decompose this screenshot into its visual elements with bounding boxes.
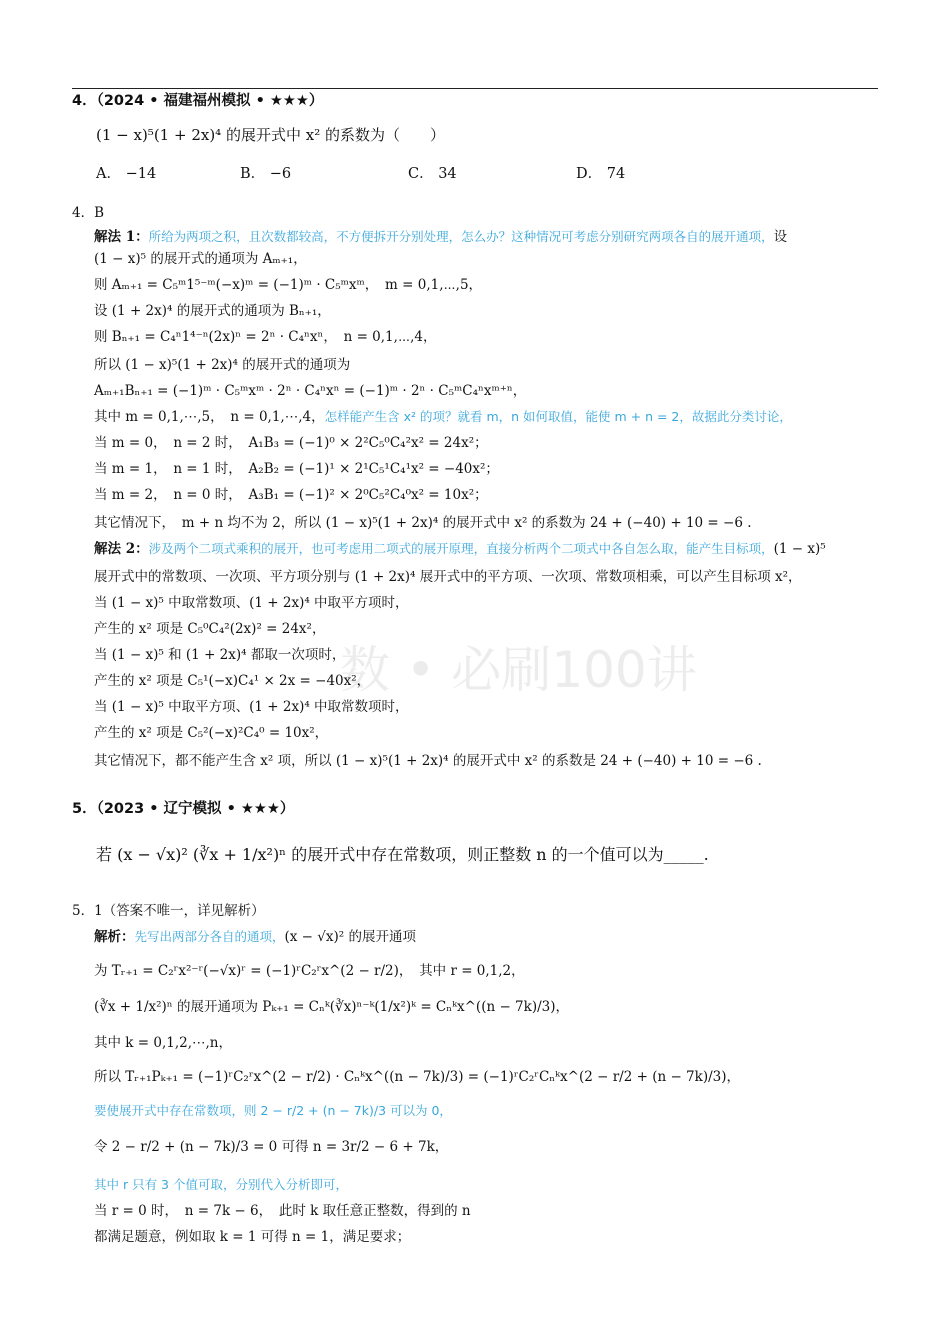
q4-option-d: D． 74 [576, 166, 626, 182]
q5-header: 5．（2023 • 辽宁模拟 • ★★★） [72, 801, 295, 817]
a5-line8: 都满足题意，例如取 k = 1 可得 n = 1，满足要求； [94, 1229, 411, 1245]
a5-answer: 5．1（答案不唯一，详见解析） [72, 903, 265, 919]
a4-case2: 当 m = 1， n = 1 时， A₂B₂ = (−1)¹ × 2¹C₅¹C₄¹x² = −40x²； [94, 461, 499, 477]
a4-m2-line2: 当 (1 − x)⁵ 中取常数项、(1 + 2x)⁴ 中取平方项时， [94, 595, 409, 611]
a4-method1-note-tail: 设 [773, 229, 788, 245]
a5-line0 [94, 928, 416, 946]
a4-m2-line3: 产生的 x² 项是 C₅⁰C₄²(2x)² = 24x²， [94, 621, 326, 637]
a4-line7-text: 其中 m = 0,1,⋯,5， n = 0,1,⋯,4， [94, 409, 325, 425]
a5-note1: 先写出两部分各自的通项， [134, 929, 285, 944]
q4-header: 4．（2024 • 福建福州模拟 • ★★★） [72, 93, 324, 109]
a4-method2-note: 涉及两个二项式乘积的展开，也可考虑用二项式的展开原理，直接分析两个二项式中各自怎么取，能产生目标项， [148, 541, 774, 556]
a4-method1-line [94, 228, 787, 246]
q4-option-b: B． −6 [240, 166, 292, 182]
a4-method2-note-tail: (1 − x)⁵ [773, 541, 826, 557]
a4-line4: 则 Bₙ₊₁ = C₄ⁿ1⁴⁻ⁿ(2x)ⁿ = 2ⁿ · C₄ⁿxⁿ， n = 0,1,⋯,4， [94, 329, 437, 345]
a5-note2: 要使展开式中存在常数项，则 2 − r/2 + (n − 7k)/3 可以为 0， [94, 1103, 452, 1118]
a5-line4: 其中 k = 0,1,2,⋯,n， [94, 1035, 232, 1051]
a5-line7: 当 r = 0 时， n = 7k − 6， 此时 k 取任意正整数，得到的 n [94, 1203, 471, 1219]
a5-line5: 所以 Tᵣ₊₁Pₖ₊₁ = (−1)ʳC₂ʳx^(2 − r/2) · Cₙᵏx^((n − 7k)/3) = (−1)ʳC₂ʳCₙᵏx^(2 − r/2 + (n − 7k)/3)， [94, 1069, 740, 1085]
a4-m2-line7: 产生的 x² 项是 C₅²(−x)²C₄⁰ = 10x²， [94, 725, 329, 741]
a4-case3: 当 m = 2， n = 0 时， A₃B₁ = (−1)² × 2⁰C₅²C₄⁰x² = 10x²； [94, 487, 488, 503]
q4-stem: (1 − x)⁵(1 + 2x)⁴ 的展开式中 x² 的系数为（ ） [96, 126, 445, 144]
a4-m2-line5: 产生的 x² 项是 C₅¹(−x)C₄¹ × 2x = −40x²， [94, 673, 371, 689]
a5-line6: 令 2 − r/2 + (n − 7k)/3 = 0 可得 n = 3r/2 − 6 + 7k， [94, 1139, 449, 1155]
a4-method1-note: 所给为两项之积，且次数都较高，不方便拆开分别处理，怎么办？这种情况可考虑分别研究两项各自的展开通项， [148, 229, 774, 244]
a4-m2-line4: 当 (1 − x)⁵ 和 (1 + 2x)⁴ 都取一次项时， [94, 647, 346, 663]
a5-line3: (∛x + 1/x²)ⁿ 的展开通项为 Pₖ₊₁ = Cₙᵏ(∛x)ⁿ⁻ᵏ(1/x²)ᵏ = Cₙᵏx^((n − 7k)/3)， [94, 999, 569, 1015]
a4-line7 [94, 408, 792, 426]
a4-conclusion1: 其它情况下， m + n 均不为 2，所以 (1 − x)⁵(1 + 2x)⁴ 的展开式中 x² 的系数为 24 + (−40) + 10 = −6 . [94, 515, 752, 531]
a4-line3: 设 (1 + 2x)⁴ 的展开式的通项为 Bₙ₊₁， [94, 303, 331, 319]
a5-note3: 其中 r 只有 3 个值可取，分别代入分析即可， [94, 1177, 348, 1192]
a4-method2-label: 解法 2： [94, 541, 149, 557]
a4-method2-line [94, 540, 826, 558]
a4-m2-line6: 当 (1 − x)⁵ 中取平方项、(1 + 2x)⁴ 中取常数项时， [94, 699, 409, 715]
a4-line1: (1 − x)⁵ 的展开式的通项为 Aₘ₊₁， [94, 251, 307, 267]
a4-m2-line8: 其它情况下，都不能产生含 x² 项，所以 (1 − x)⁵(1 + 2x)⁴ 的展开式中 x² 的系数是 24 + (−40) + 10 = −6 . [94, 753, 762, 769]
q4-option-a: A． −14 [96, 166, 157, 182]
a4-line7-note: 怎样能产生含 x² 的项？就看 m，n 如何取值，能使 m + n = 2，故据此分类讨论， [324, 409, 792, 424]
q5-stem: 若 (x − √x)² (∛x + 1/x²)ⁿ 的展开式中存在常数项，则正整数 n 的一个值可以为_____. [96, 845, 709, 864]
a4-answer: 4．B [72, 205, 105, 221]
a4-line2: 则 Aₘ₊₁ = C₅ᵐ1⁵⁻ᵐ(−x)ᵐ = (−1)ᵐ · C₅ᵐxᵐ， m = 0,1,⋯,5， [94, 277, 483, 293]
a4-m2-line1: 展开式中的常数项、一次项、平方项分别与 (1 + 2x)⁴ 展开式中的平方项、一次项、常数项相乘，可以产生目标项 x²， [94, 569, 802, 585]
q4-option-c: C． 34 [408, 166, 457, 182]
a4-method1-label: 解法 1： [94, 229, 149, 245]
a4-case1: 当 m = 0， n = 2 时， A₁B₃ = (−1)⁰ × 2²C₅⁰C₄²x² = 24x²； [94, 435, 488, 451]
a5-line0-tail: (x − √x)² 的展开通项 [284, 929, 416, 945]
a5-label: 解析： [94, 929, 135, 945]
top-rule [72, 88, 878, 89]
a4-line6: Aₘ₊₁Bₙ₊₁ = (−1)ᵐ · C₅ᵐxᵐ · 2ⁿ · C₄ⁿxⁿ = (−1)ᵐ · 2ⁿ · C₅ᵐC₄ⁿxᵐ⁺ⁿ， [94, 383, 527, 399]
a5-line2: 为 Tᵣ₊₁ = C₂ʳx²⁻ʳ(−√x)ʳ = (−1)ʳC₂ʳx^(2 − r/2)， 其中 r = 0,1,2， [94, 963, 525, 979]
watermark: 数 • 必刷100讲 [340, 641, 697, 699]
a4-line5: 所以 (1 − x)⁵(1 + 2x)⁴ 的展开式的通项为 [94, 357, 351, 373]
